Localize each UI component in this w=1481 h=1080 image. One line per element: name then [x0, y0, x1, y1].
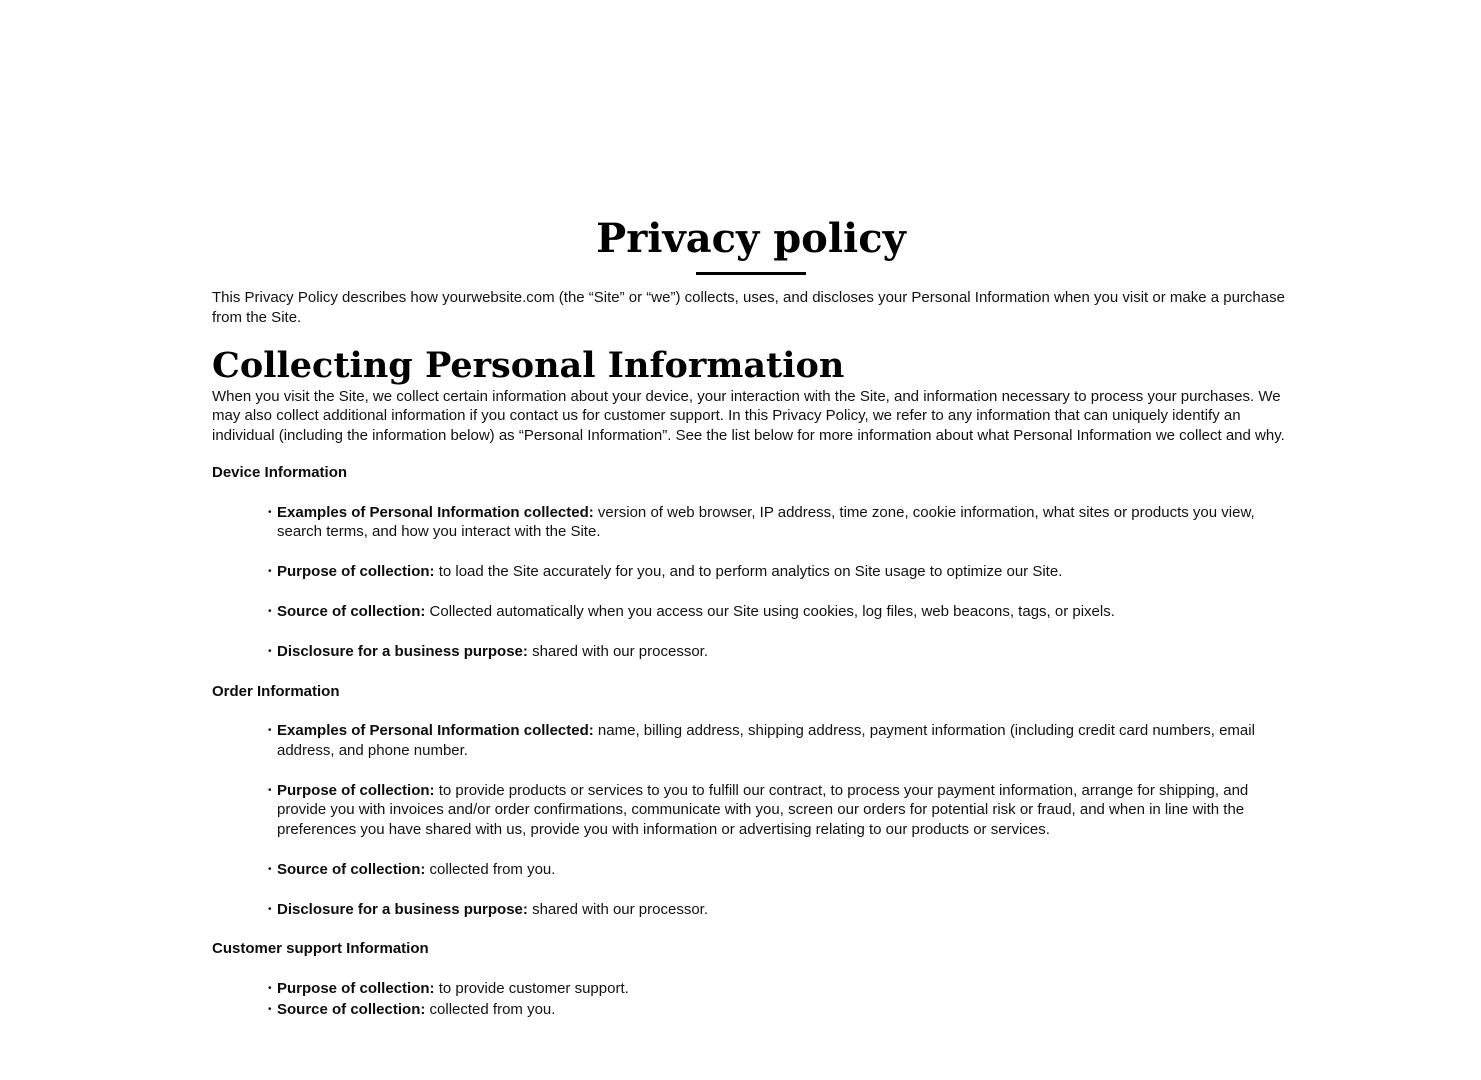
page-title: Privacy policy [596, 215, 906, 262]
section-heading-collecting-personal-information: Collecting Personal Information [212, 345, 845, 386]
item-text: to load the Site accurately for you, and to perform analytics on Site usage to optimize our Site. [438, 563, 1063, 581]
item-text: to provide products or services to you to fulfill our contract, to process your payment information, arrange for shipping, and provide you with invoices and/or order confirmations, communicate with you, screen our orders for potential risk or fraud, and when in line with the preferences you have shared with us, provide you with information or advertising relating to our products or services. [277, 781, 1249, 838]
item-label: Disclosure for a business purpose: [277, 643, 528, 661]
order-information-list [212, 721, 1290, 919]
item-label: Source of collection: [277, 1001, 426, 1019]
device-information-list [212, 503, 1290, 662]
item-text: collected from you. [429, 860, 556, 878]
item-text: Collected automatically when you access our Site using cookies, log files, web beacons, tags, or pixels. [429, 603, 1115, 621]
subsection-title-customer-support-information: Customer support Information [212, 940, 429, 958]
item-label: Examples of Personal Information collected: [277, 722, 594, 740]
list-item [268, 503, 1268, 542]
item-text: version of web browser, IP address, time zone, cookie information, what sites or products you view, search terms, and how you interact with the Site. [277, 503, 1255, 541]
page-header [212, 215, 1290, 275]
list-item [268, 900, 1268, 920]
item-text: shared with our processor. [532, 643, 708, 661]
intro-paragraph: This Privacy Policy describes how yourwebsite.com (the “Site” or “we”) collects, uses, and discloses your Personal Information when you visit or make a purchase from the Site. [212, 289, 1285, 326]
item-label: Disclosure for a business purpose: [277, 900, 528, 918]
item-label: Examples of Personal Information collected: [277, 503, 594, 521]
title-underline-divider [696, 272, 806, 275]
list-item [268, 562, 1268, 582]
item-label: Purpose of collection: [277, 563, 435, 581]
subsection-title-device-information: Device Information [212, 464, 348, 482]
list-item [268, 1000, 1268, 1020]
item-label: Source of collection: [277, 603, 426, 621]
list-item [268, 721, 1268, 760]
privacy-policy-page [212, 0, 1290, 1020]
section-body-paragraph: When you visit the Site, we collect certain information about your device, your interaction with the Site, and information necessary to process your purchases. We may also collect additional information if you contact us for customer support. In this Privacy Policy, we refer to any information that can uniquely identify an individual (including the information below) as “Personal Information”. See the list below for more information about what Personal Information we collect and why. [212, 387, 1285, 444]
item-text: collected from you. [429, 1001, 556, 1019]
subsection-title-order-information: Order Information [212, 682, 340, 700]
list-item [268, 602, 1268, 622]
list-item [268, 979, 1268, 999]
list-item [268, 781, 1268, 840]
item-label: Purpose of collection: [277, 781, 435, 799]
item-label: Purpose of collection: [277, 979, 435, 997]
item-text: to provide customer support. [438, 979, 629, 997]
list-item [268, 860, 1268, 880]
item-label: Source of collection: [277, 860, 426, 878]
customer-support-information-list [212, 979, 1290, 1020]
item-text: name, billing address, shipping address, payment information (including credit card numbers, email address, and phone number. [277, 722, 1255, 759]
item-text: shared with our processor. [532, 900, 708, 918]
list-item [268, 642, 1268, 662]
